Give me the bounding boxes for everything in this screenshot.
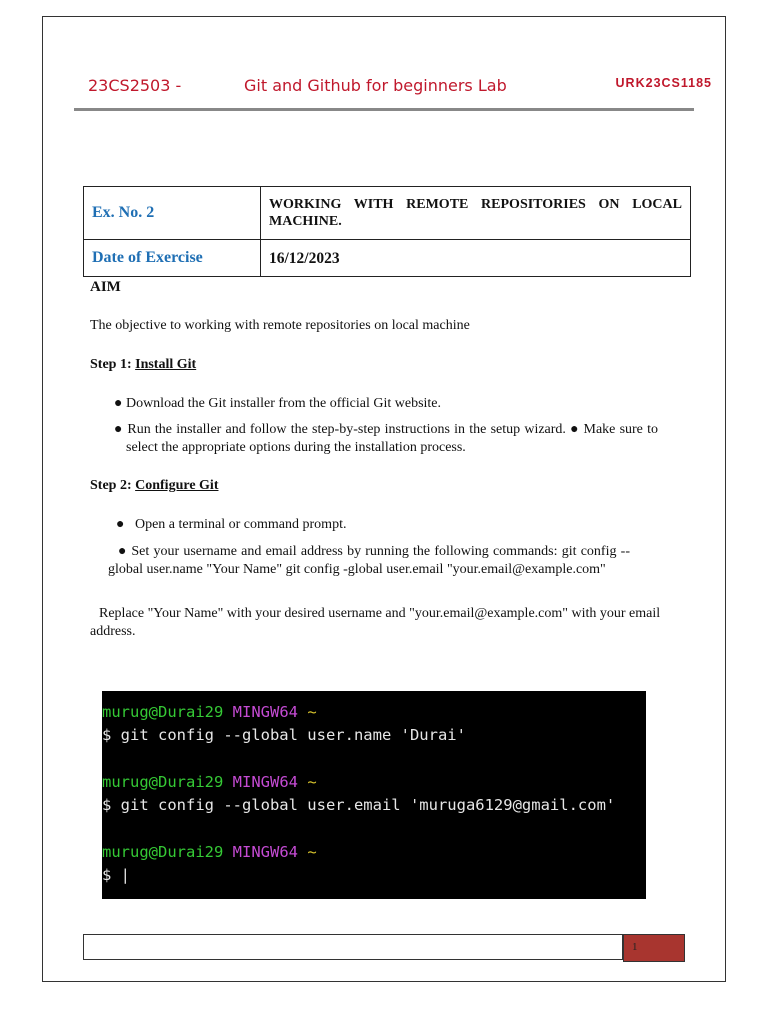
exercise-title: WORKING WITH REMOTE REPOSITORIES ON LOCAL MACHINE.: [261, 187, 691, 240]
step2-title: Configure Git: [135, 478, 219, 493]
terminal-prompt-line: [102, 771, 317, 794]
step1-bullet-1: ● Download the Git installer from the official Git website.: [114, 396, 442, 411]
footer-bar: [83, 934, 623, 960]
course-title: Git and Github for beginners Lab: [244, 76, 507, 95]
prompt-dir: ~: [307, 773, 317, 791]
replace-instruction: Replace "Your Name" with your desired username and "your.email@example.com" with your email address.: [90, 606, 661, 639]
step2-prefix: Step 2:: [90, 478, 136, 493]
step1-title: Install Git: [135, 357, 197, 372]
page-number: 1: [623, 934, 685, 962]
step1-bullet-2-text: ● Run the installer and follow the step-by-step instructions in the setup wizard. ● Make sure to select the appropriate options during the installation process.: [114, 422, 658, 455]
step1-heading: [90, 356, 682, 374]
exercise-info-table: [83, 186, 691, 277]
step2-heading: [90, 477, 682, 495]
table-row: [84, 187, 691, 240]
course-code: 23CS2503 -: [88, 76, 182, 95]
prompt-user-host: murug@Durai29: [102, 773, 224, 791]
ex-no-label: Ex. No. 2: [84, 187, 261, 240]
date-label: Date of Exercise: [84, 240, 261, 277]
table-row: [84, 240, 691, 277]
prompt-dir: ~: [307, 703, 317, 721]
prompt-env: MINGW64: [232, 773, 298, 791]
prompt-env: MINGW64: [232, 843, 298, 861]
terminal-input-prompt: $ |: [102, 866, 130, 884]
terminal-screenshot: [102, 691, 646, 899]
prompt-env: MINGW64: [232, 703, 298, 721]
terminal-command-2: $ git config --global user.email 'muruga6129@gmail.com': [102, 796, 616, 814]
prompt-user-host: murug@Durai29: [102, 843, 224, 861]
prompt-dir: ~: [307, 843, 317, 861]
step1-bullet-2: [114, 421, 658, 457]
step2-bullet-2: ● Set your username and email address by running the following commands: git config --global user.name "Your Name" git config -global user.email "your.email@example.com": [108, 544, 630, 577]
aim-text: The objective to working with remote repositories on local machine: [90, 318, 470, 333]
registration-number: URK23CS1185: [615, 76, 712, 90]
step1-prefix: Step 1:: [90, 357, 136, 372]
date-value: 16/12/2023: [261, 240, 691, 277]
header-divider: [74, 108, 694, 111]
step2-bullet-1: ● Open a terminal or command prompt.: [116, 517, 347, 532]
terminal-command-1: $ git config --global user.name 'Durai': [102, 726, 466, 744]
terminal-prompt-line: [102, 841, 317, 864]
terminal-prompt-line: [102, 701, 317, 724]
prompt-user-host: murug@Durai29: [102, 703, 224, 721]
aim-heading: AIM: [90, 279, 121, 295]
